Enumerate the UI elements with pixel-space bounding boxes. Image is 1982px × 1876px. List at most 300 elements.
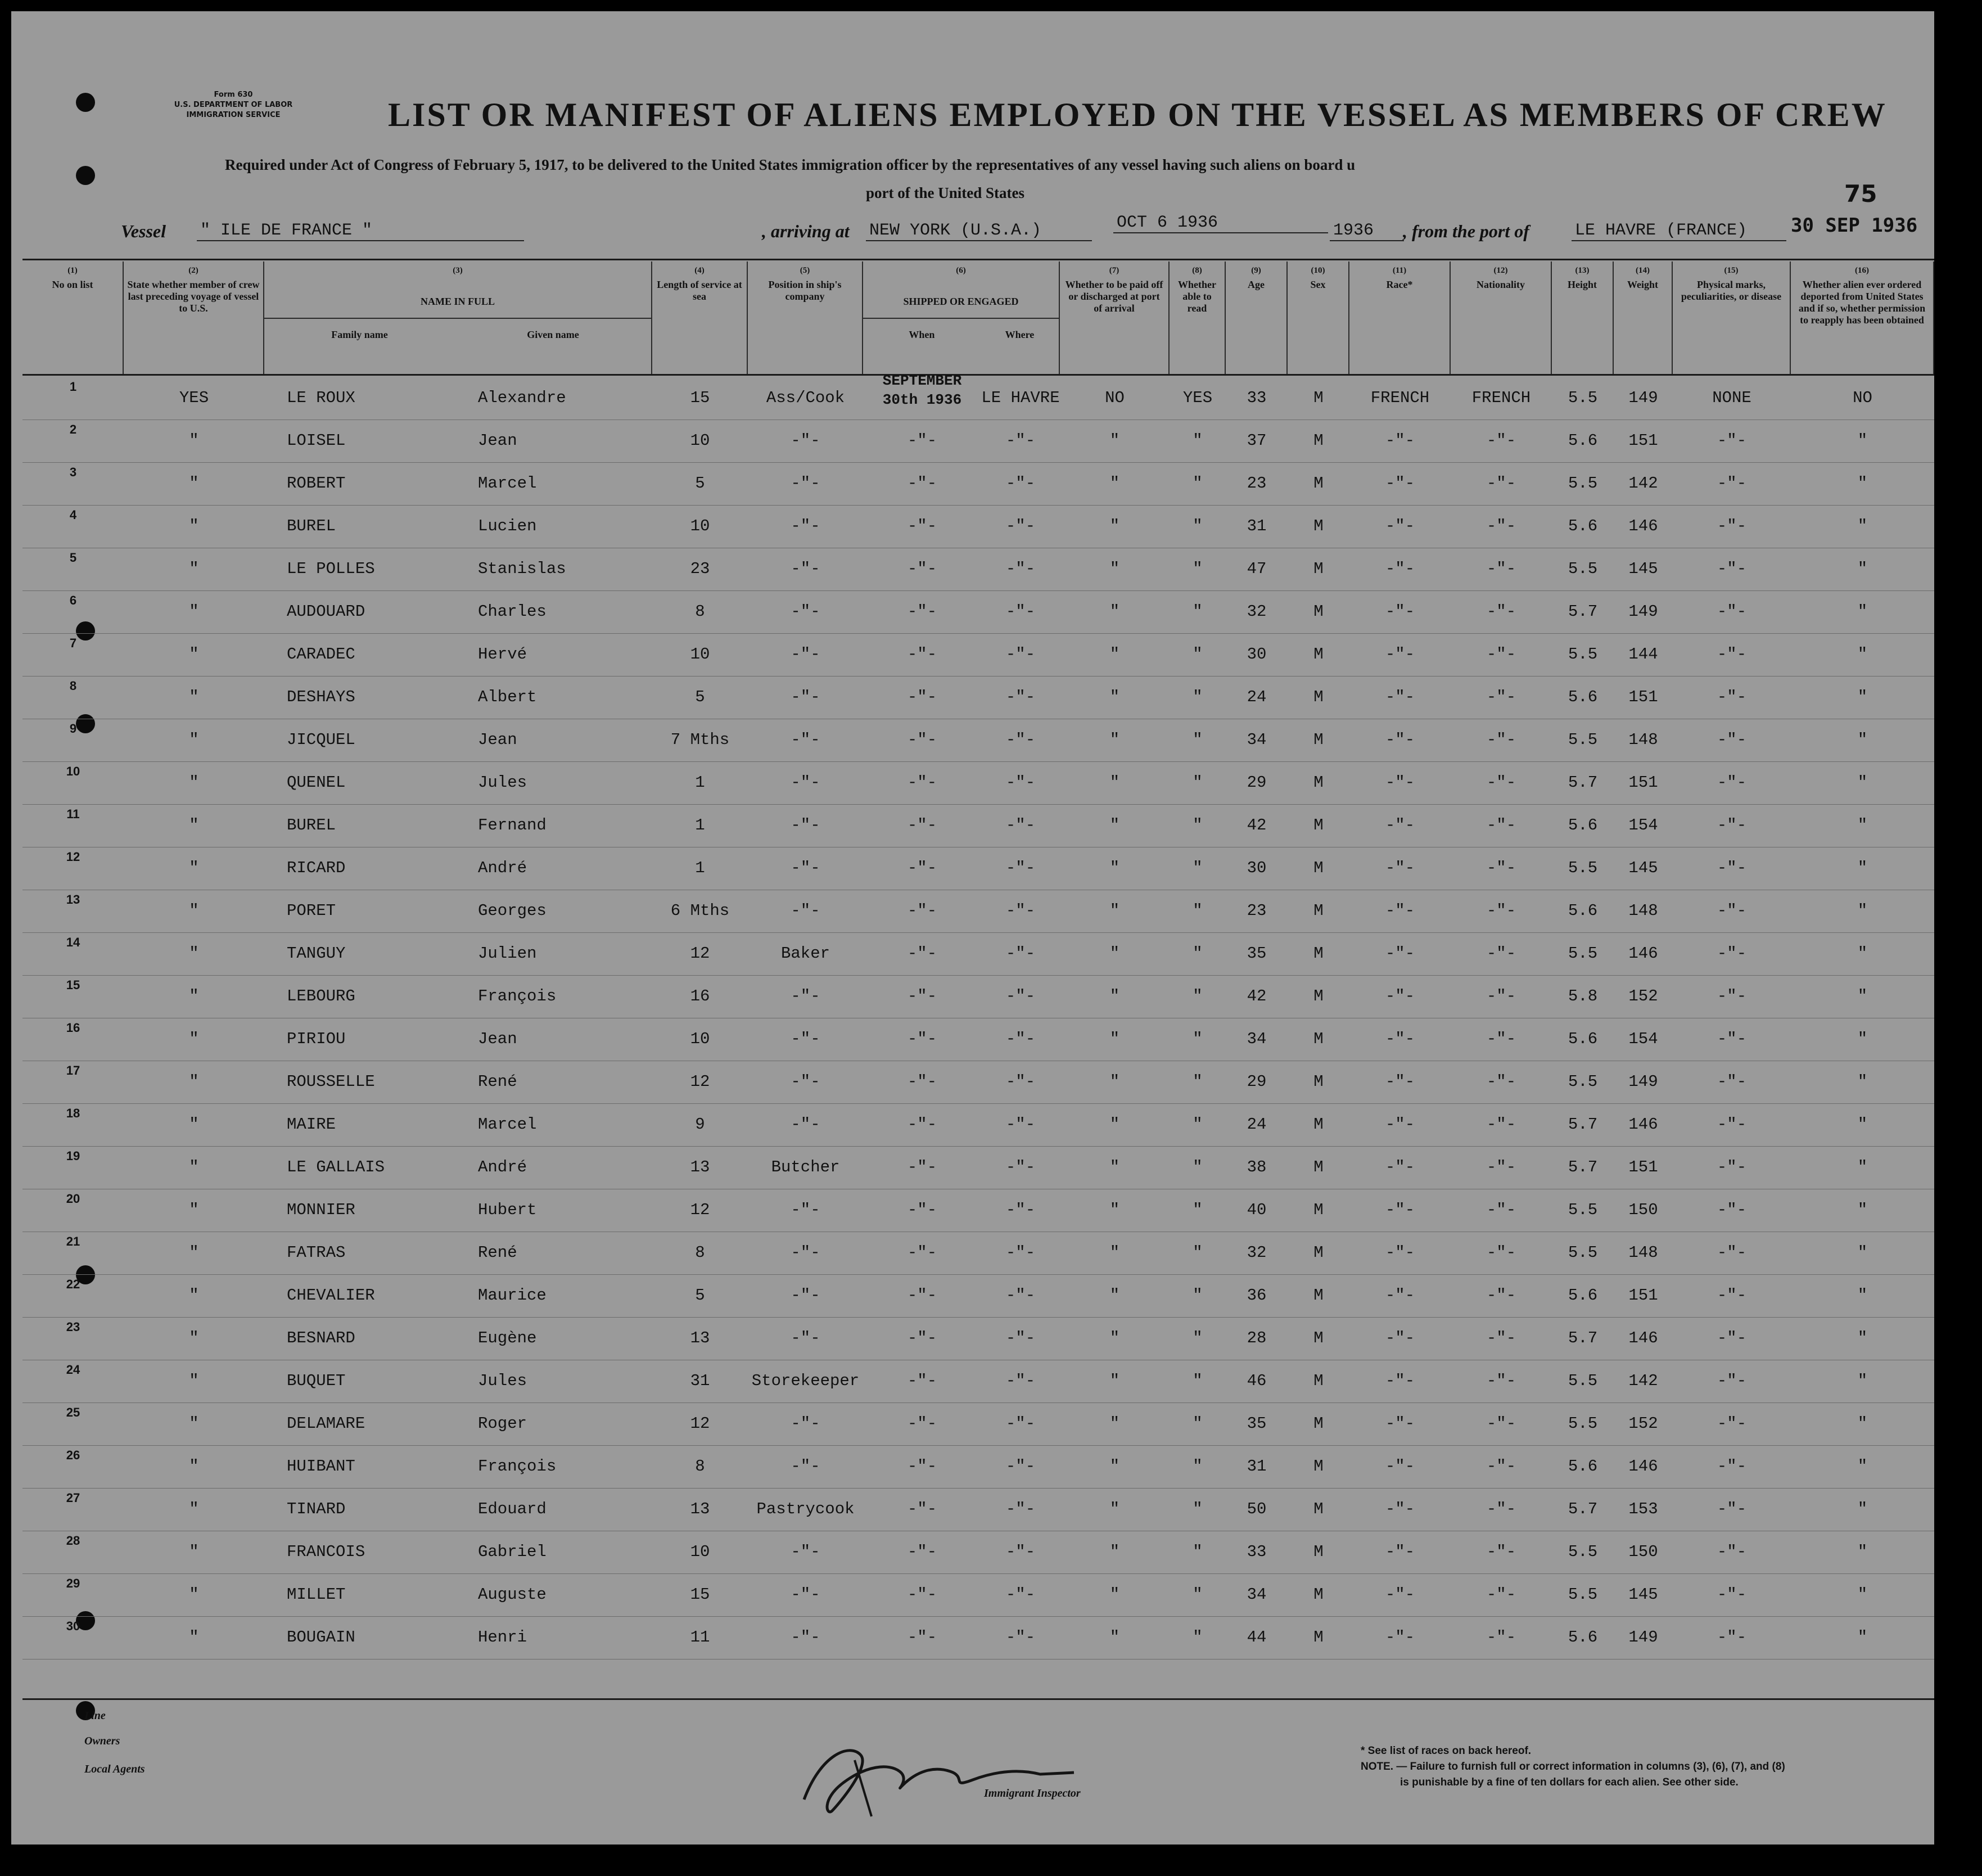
cell-read: ": [1193, 688, 1203, 706]
cell-prev: ": [189, 560, 199, 578]
cell-height: 5.5: [1568, 1543, 1598, 1561]
cell-read: YES: [1182, 389, 1213, 407]
cell-position: -"-: [791, 602, 820, 621]
cell-height: 5.5: [1568, 944, 1598, 963]
cell-weight: 146: [1628, 944, 1658, 963]
cell-read: ": [1193, 1243, 1203, 1262]
cell-family: BUREL: [287, 517, 336, 535]
cell-given: René: [478, 1072, 517, 1091]
cell-position: -"-: [791, 859, 820, 877]
cell-read: ": [1193, 1500, 1203, 1518]
cell-read: ": [1193, 859, 1203, 877]
cell-age: 30: [1247, 645, 1267, 664]
cell-given: Eugène: [478, 1329, 537, 1347]
cell-read: ": [1193, 560, 1203, 578]
column-number: (14): [1636, 266, 1650, 275]
cell-nat: -"-: [1486, 816, 1516, 835]
cell-age: 42: [1247, 987, 1267, 1005]
table-row: [22, 1274, 1934, 1318]
cell-marks: -"-: [1717, 1286, 1747, 1305]
cell-race: -"-: [1385, 1414, 1415, 1433]
cell-deported: ": [1857, 1030, 1868, 1048]
column-header: [863, 261, 1060, 374]
cell-race: -"-: [1385, 1628, 1415, 1647]
cell-deported: ": [1857, 602, 1868, 621]
cell-prev: ": [189, 1030, 199, 1048]
cell-marks: -"-: [1717, 1372, 1747, 1390]
cell-deported: ": [1857, 1500, 1868, 1518]
cell-no: 26: [66, 1448, 80, 1462]
cell-nat: FRENCH: [1471, 389, 1531, 407]
cell-deported: ": [1857, 560, 1868, 578]
cell-age: 38: [1247, 1158, 1267, 1176]
cell-no: 8: [69, 679, 77, 693]
column-label: Whether to be paid off or discharged at port of arrival: [1065, 279, 1163, 314]
cell-service: 15: [690, 389, 710, 407]
cell-family: ROBERT: [287, 474, 346, 493]
cell-race: -"-: [1385, 859, 1415, 877]
cell-no: 5: [69, 551, 77, 565]
column-number: (13): [1575, 266, 1590, 275]
cell-sex: M: [1313, 474, 1324, 493]
column-number: (16): [1855, 266, 1869, 275]
cell-when: -"-: [907, 1585, 937, 1604]
cell-position: -"-: [791, 1030, 820, 1048]
cell-given: Stanislas: [478, 560, 566, 578]
cell-service: 12: [690, 944, 710, 963]
table-row: [22, 633, 1934, 677]
column-header: [264, 261, 652, 374]
cell-family: MAIRE: [287, 1115, 336, 1134]
cell-family: RICARD: [287, 859, 346, 877]
cell-nat: -"-: [1486, 602, 1516, 621]
cell-race: -"-: [1385, 816, 1415, 835]
cell-deported: ": [1857, 1115, 1868, 1134]
cell-where: -"-: [1005, 1158, 1036, 1176]
cell-when: -"-: [907, 1158, 937, 1176]
cell-family: LE POLLES: [287, 560, 375, 578]
cell-height: 5.7: [1568, 1115, 1598, 1134]
cell-where: -"-: [1005, 517, 1036, 535]
cell-service: 10: [690, 1030, 710, 1048]
cell-race: -"-: [1385, 1030, 1415, 1048]
cell-where: -"-: [1005, 1030, 1036, 1048]
cell-race: -"-: [1385, 1372, 1415, 1390]
cell-service: 8: [695, 602, 705, 621]
vessel-line: [11, 213, 1934, 250]
cell-paid: ": [1109, 688, 1120, 706]
cell-paid: ": [1109, 901, 1120, 920]
cell-age: 37: [1247, 431, 1267, 450]
cell-when: -"-: [907, 1243, 937, 1262]
cell-service: 6 Mths: [670, 901, 730, 920]
cell-given: Georges: [478, 901, 547, 920]
cell-given: Alexandre: [478, 389, 566, 407]
table-row: [22, 548, 1934, 591]
line-label: Line: [84, 1710, 106, 1722]
cell-paid: ": [1109, 1500, 1120, 1518]
cell-given: Fernand: [478, 816, 547, 835]
cell-height: 5.5: [1568, 1072, 1598, 1091]
cell-prev: ": [189, 859, 199, 877]
cell-paid: ": [1109, 730, 1120, 749]
cell-no: 9: [69, 721, 77, 736]
table-row: [22, 1488, 1934, 1531]
footnote-races: * See list of races on back hereof.: [1361, 1745, 1532, 1757]
cell-prev: ": [189, 1585, 199, 1604]
cell-deported: ": [1857, 431, 1868, 450]
cell-no: 15: [66, 978, 80, 992]
table-row: [22, 1403, 1934, 1446]
cell-weight: 148: [1628, 730, 1658, 749]
cell-nat: -"-: [1486, 1243, 1516, 1262]
cell-where: -"-: [1005, 1414, 1036, 1433]
cell-age: 34: [1247, 730, 1267, 749]
cell-position: -"-: [791, 1457, 820, 1476]
cell-weight: 151: [1628, 1158, 1658, 1176]
cell-height: 5.7: [1568, 1500, 1598, 1518]
cell-service: 13: [690, 1500, 710, 1518]
cell-paid: ": [1109, 987, 1120, 1005]
cell-service: 31: [690, 1372, 710, 1390]
cell-paid: ": [1109, 1286, 1120, 1305]
cell-given: Marcel: [478, 474, 537, 493]
cell-no: 7: [69, 636, 77, 650]
cell-race: -"-: [1385, 1201, 1415, 1219]
cell-when: -"-: [907, 474, 937, 493]
cell-nat: -"-: [1486, 1585, 1516, 1604]
cell-no: 16: [66, 1021, 80, 1035]
cell-position: -"-: [791, 517, 820, 535]
cell-read: ": [1193, 773, 1203, 792]
cell-read: ": [1193, 1414, 1203, 1433]
cell-no: 21: [66, 1234, 80, 1248]
cell-weight: 146: [1628, 517, 1658, 535]
cell-marks: -"-: [1717, 773, 1747, 792]
cell-where: -"-: [1005, 645, 1036, 664]
cell-age: 33: [1247, 1543, 1267, 1561]
cell-race: FRENCH: [1370, 389, 1430, 407]
cell-sex: M: [1313, 560, 1324, 578]
cell-nat: -"-: [1486, 944, 1516, 963]
cell-deported: ": [1857, 1414, 1868, 1433]
cell-race: -"-: [1385, 1543, 1415, 1561]
cell-paid: ": [1109, 1543, 1120, 1561]
cell-weight: 150: [1628, 1201, 1658, 1219]
cell-where: -"-: [1005, 987, 1036, 1005]
cell-family: BESNARD: [287, 1329, 355, 1347]
inspector-label: Immigrant Inspector: [984, 1787, 1081, 1800]
cell-sex: M: [1313, 1072, 1324, 1091]
cell-when: SEPTEMBER 30th 1936: [882, 372, 962, 408]
column-label: Age: [1248, 279, 1265, 290]
cell-weight: 149: [1628, 1072, 1658, 1091]
cell-paid: ": [1109, 1329, 1120, 1347]
cell-where: LE HAVRE: [981, 389, 1060, 407]
table-row: [22, 804, 1934, 847]
cell-where: -"-: [1005, 1628, 1036, 1647]
cell-position: -"-: [791, 1115, 820, 1134]
cell-read: ": [1193, 645, 1203, 664]
column-header: [1673, 261, 1791, 374]
arrival-date: OCT 6 1936: [1113, 213, 1328, 233]
cell-given: Jules: [478, 773, 527, 792]
cell-given: Gabriel: [478, 1543, 547, 1561]
cell-marks: -"-: [1717, 1072, 1747, 1091]
cell-read: ": [1193, 1158, 1203, 1176]
column-header: [652, 261, 748, 374]
cell-height: 5.6: [1568, 431, 1598, 450]
cell-marks: -"-: [1717, 602, 1747, 621]
cell-sex: M: [1313, 901, 1324, 920]
column-number: (9): [1251, 266, 1261, 275]
column-header: [1170, 261, 1226, 374]
table-row: [22, 420, 1934, 463]
cell-paid: ": [1109, 1158, 1120, 1176]
table-row: [22, 975, 1934, 1018]
column-number: (4): [694, 266, 705, 275]
cell-position: -"-: [791, 688, 820, 706]
cell-deported: ": [1857, 1158, 1868, 1176]
cell-paid: NO: [1105, 389, 1125, 407]
cell-deported: ": [1857, 1457, 1868, 1476]
arrival-year: 1936: [1330, 221, 1404, 241]
cell-nat: -"-: [1486, 1286, 1516, 1305]
cell-nat: -"-: [1486, 645, 1516, 664]
cell-when: -"-: [907, 816, 937, 835]
cell-sex: M: [1313, 1628, 1324, 1647]
cell-paid: ": [1109, 773, 1120, 792]
manifest-sheet: [11, 11, 1934, 1845]
footer-rule: [22, 1698, 1934, 1700]
table-row: [22, 890, 1934, 933]
cell-deported: ": [1857, 1201, 1868, 1219]
cell-where: -"-: [1005, 1072, 1036, 1091]
cell-weight: 149: [1628, 602, 1658, 621]
cell-sex: M: [1313, 1115, 1324, 1134]
cell-age: 44: [1247, 1628, 1267, 1647]
cell-height: 5.5: [1568, 1201, 1598, 1219]
cell-position: -"-: [791, 1628, 820, 1647]
cell-read: ": [1193, 901, 1203, 920]
cell-position: -"-: [791, 1585, 820, 1604]
cell-family: BUQUET: [287, 1372, 346, 1390]
cell-weight: 145: [1628, 1585, 1658, 1604]
cell-age: 35: [1247, 944, 1267, 963]
cell-marks: -"-: [1717, 944, 1747, 963]
cell-paid: ": [1109, 645, 1120, 664]
cell-age: 40: [1247, 1201, 1267, 1219]
cell-deported: ": [1857, 1628, 1868, 1647]
cell-prev: ": [189, 1414, 199, 1433]
column-label: Whether alien ever ordered deported from United States and if so, whether permission to reapply has been obtained: [1798, 279, 1926, 326]
table-row: [22, 1573, 1934, 1617]
cell-race: -"-: [1385, 730, 1415, 749]
cell-deported: ": [1857, 688, 1868, 706]
column-number: (12): [1493, 266, 1508, 275]
cell-where: -"-: [1005, 688, 1036, 706]
cell-read: ": [1193, 1030, 1203, 1048]
cell-given: Jean: [478, 431, 517, 450]
cell-position: -"-: [791, 816, 820, 835]
table-row: [22, 1146, 1934, 1189]
cell-family: CARADEC: [287, 645, 355, 664]
inspector-signature: [782, 1732, 1085, 1822]
cell-deported: ": [1857, 645, 1868, 664]
cell-family: LEBOURG: [287, 987, 355, 1005]
cell-no: 17: [66, 1063, 80, 1077]
cell-family: LOISEL: [287, 431, 346, 450]
cell-given: André: [478, 859, 527, 877]
cell-where: -"-: [1005, 1243, 1036, 1262]
cell-position: -"-: [791, 560, 820, 578]
cell-height: 5.6: [1568, 1457, 1598, 1476]
cell-no: 20: [66, 1192, 80, 1206]
cell-service: 7 Mths: [670, 730, 730, 749]
cell-race: -"-: [1385, 1072, 1415, 1091]
cell-marks: -"-: [1717, 1585, 1747, 1604]
cell-deported: NO: [1853, 389, 1872, 407]
cell-height: 5.6: [1568, 1030, 1598, 1048]
cell-sex: M: [1313, 688, 1324, 706]
cell-race: -"-: [1385, 474, 1415, 493]
cell-marks: -"-: [1717, 560, 1747, 578]
cell-height: 5.5: [1568, 1243, 1598, 1262]
cell-paid: ": [1109, 1457, 1120, 1476]
column-number: (15): [1724, 266, 1739, 275]
column-header: [1791, 261, 1934, 374]
cell-weight: 146: [1628, 1457, 1658, 1476]
cell-prev: ": [189, 474, 199, 493]
cell-marks: -"-: [1717, 1158, 1747, 1176]
cell-paid: ": [1109, 859, 1120, 877]
cell-height: 5.5: [1568, 1414, 1598, 1433]
cell-where: -"-: [1005, 1500, 1036, 1518]
cell-weight: 152: [1628, 1414, 1658, 1433]
cell-service: 10: [690, 1543, 710, 1561]
cell-deported: ": [1857, 1243, 1868, 1262]
cell-marks: -"-: [1717, 688, 1747, 706]
cell-service: 13: [690, 1329, 710, 1347]
cell-read: ": [1193, 1585, 1203, 1604]
cell-deported: ": [1857, 987, 1868, 1005]
cell-height: 5.7: [1568, 602, 1598, 621]
cell-no: 25: [66, 1405, 80, 1419]
cell-family: QUENEL: [287, 773, 346, 792]
cell-age: 23: [1247, 474, 1267, 493]
column-number: (8): [1192, 266, 1202, 275]
cell-prev: ": [189, 645, 199, 664]
cell-weight: 149: [1628, 1628, 1658, 1647]
cell-when: -"-: [907, 987, 937, 1005]
cell-height: 5.5: [1568, 560, 1598, 578]
cell-prev: ": [189, 517, 199, 535]
service-name: IMMIGRATION SERVICE: [186, 111, 281, 119]
cell-prev: ": [189, 1286, 199, 1305]
cell-nat: -"-: [1486, 1628, 1516, 1647]
cell-when: -"-: [907, 1543, 937, 1561]
cell-nat: -"-: [1486, 1072, 1516, 1091]
cell-when: -"-: [907, 1201, 937, 1219]
cell-race: -"-: [1385, 901, 1415, 920]
cell-no: 30: [66, 1619, 80, 1633]
cell-sex: M: [1313, 944, 1324, 963]
cell-weight: 148: [1628, 901, 1658, 920]
cell-given: Maurice: [478, 1286, 547, 1305]
cell-paid: ": [1109, 1072, 1120, 1091]
cell-position: -"-: [791, 431, 820, 450]
cell-given: Marcel: [478, 1115, 537, 1134]
cell-read: ": [1193, 1457, 1203, 1476]
cell-position: -"-: [791, 645, 820, 664]
cell-marks: -"-: [1717, 1030, 1747, 1048]
cell-sex: M: [1313, 645, 1324, 664]
table-row: [22, 761, 1934, 805]
cell-service: 13: [690, 1158, 710, 1176]
column-label: No on list: [52, 279, 93, 290]
column-label: Race*: [1386, 279, 1413, 290]
cell-nat: -"-: [1486, 688, 1516, 706]
cell-nat: -"-: [1486, 730, 1516, 749]
cell-when: -"-: [907, 1414, 937, 1433]
department-name: U.S. DEPARTMENT OF LABOR: [174, 101, 293, 109]
cell-when: -"-: [907, 1072, 937, 1091]
cell-age: 32: [1247, 602, 1267, 621]
cell-read: ": [1193, 517, 1203, 535]
column-label: Position in ship's company: [768, 279, 842, 302]
cell-height: 5.6: [1568, 901, 1598, 920]
cell-marks: -"-: [1717, 901, 1747, 920]
cell-given: Hervé: [478, 645, 527, 664]
table-row: [22, 932, 1934, 976]
cell-read: ": [1193, 1329, 1203, 1347]
cell-family: HUIBANT: [287, 1457, 355, 1476]
cell-read: ": [1193, 1072, 1203, 1091]
cell-position: -"-: [791, 1201, 820, 1219]
cell-read: ": [1193, 730, 1203, 749]
cell-nat: -"-: [1486, 1500, 1516, 1518]
cell-family: TINARD: [287, 1500, 346, 1518]
column-header: [1614, 261, 1673, 374]
cell-marks: -"-: [1717, 1115, 1747, 1134]
cell-when: -"-: [907, 730, 937, 749]
cell-service: 1: [695, 859, 705, 877]
cell-deported: ": [1857, 474, 1868, 493]
cell-height: 5.7: [1568, 1158, 1598, 1176]
table-row: [22, 1317, 1934, 1360]
form-number: Form 630: [214, 91, 253, 99]
cell-sex: M: [1313, 1372, 1324, 1390]
cell-position: Storekeeper: [751, 1372, 860, 1390]
cell-when: -"-: [907, 901, 937, 920]
cell-position: -"-: [791, 773, 820, 792]
cell-service: 1: [695, 816, 705, 835]
column-header: [1060, 261, 1170, 374]
table-row: [22, 719, 1934, 762]
cell-deported: ": [1857, 773, 1868, 792]
cell-age: 28: [1247, 1329, 1267, 1347]
cell-sex: M: [1313, 389, 1324, 407]
cell-prev: ": [189, 431, 199, 450]
cell-service: 23: [690, 560, 710, 578]
cell-height: 5.7: [1568, 1329, 1598, 1347]
header-top-rule: [22, 259, 1934, 260]
cell-prev: ": [189, 1500, 199, 1518]
cell-read: ": [1193, 1115, 1203, 1134]
cell-when: -"-: [907, 773, 937, 792]
cell-marks: -"-: [1717, 474, 1747, 493]
cell-where: -"-: [1005, 859, 1036, 877]
